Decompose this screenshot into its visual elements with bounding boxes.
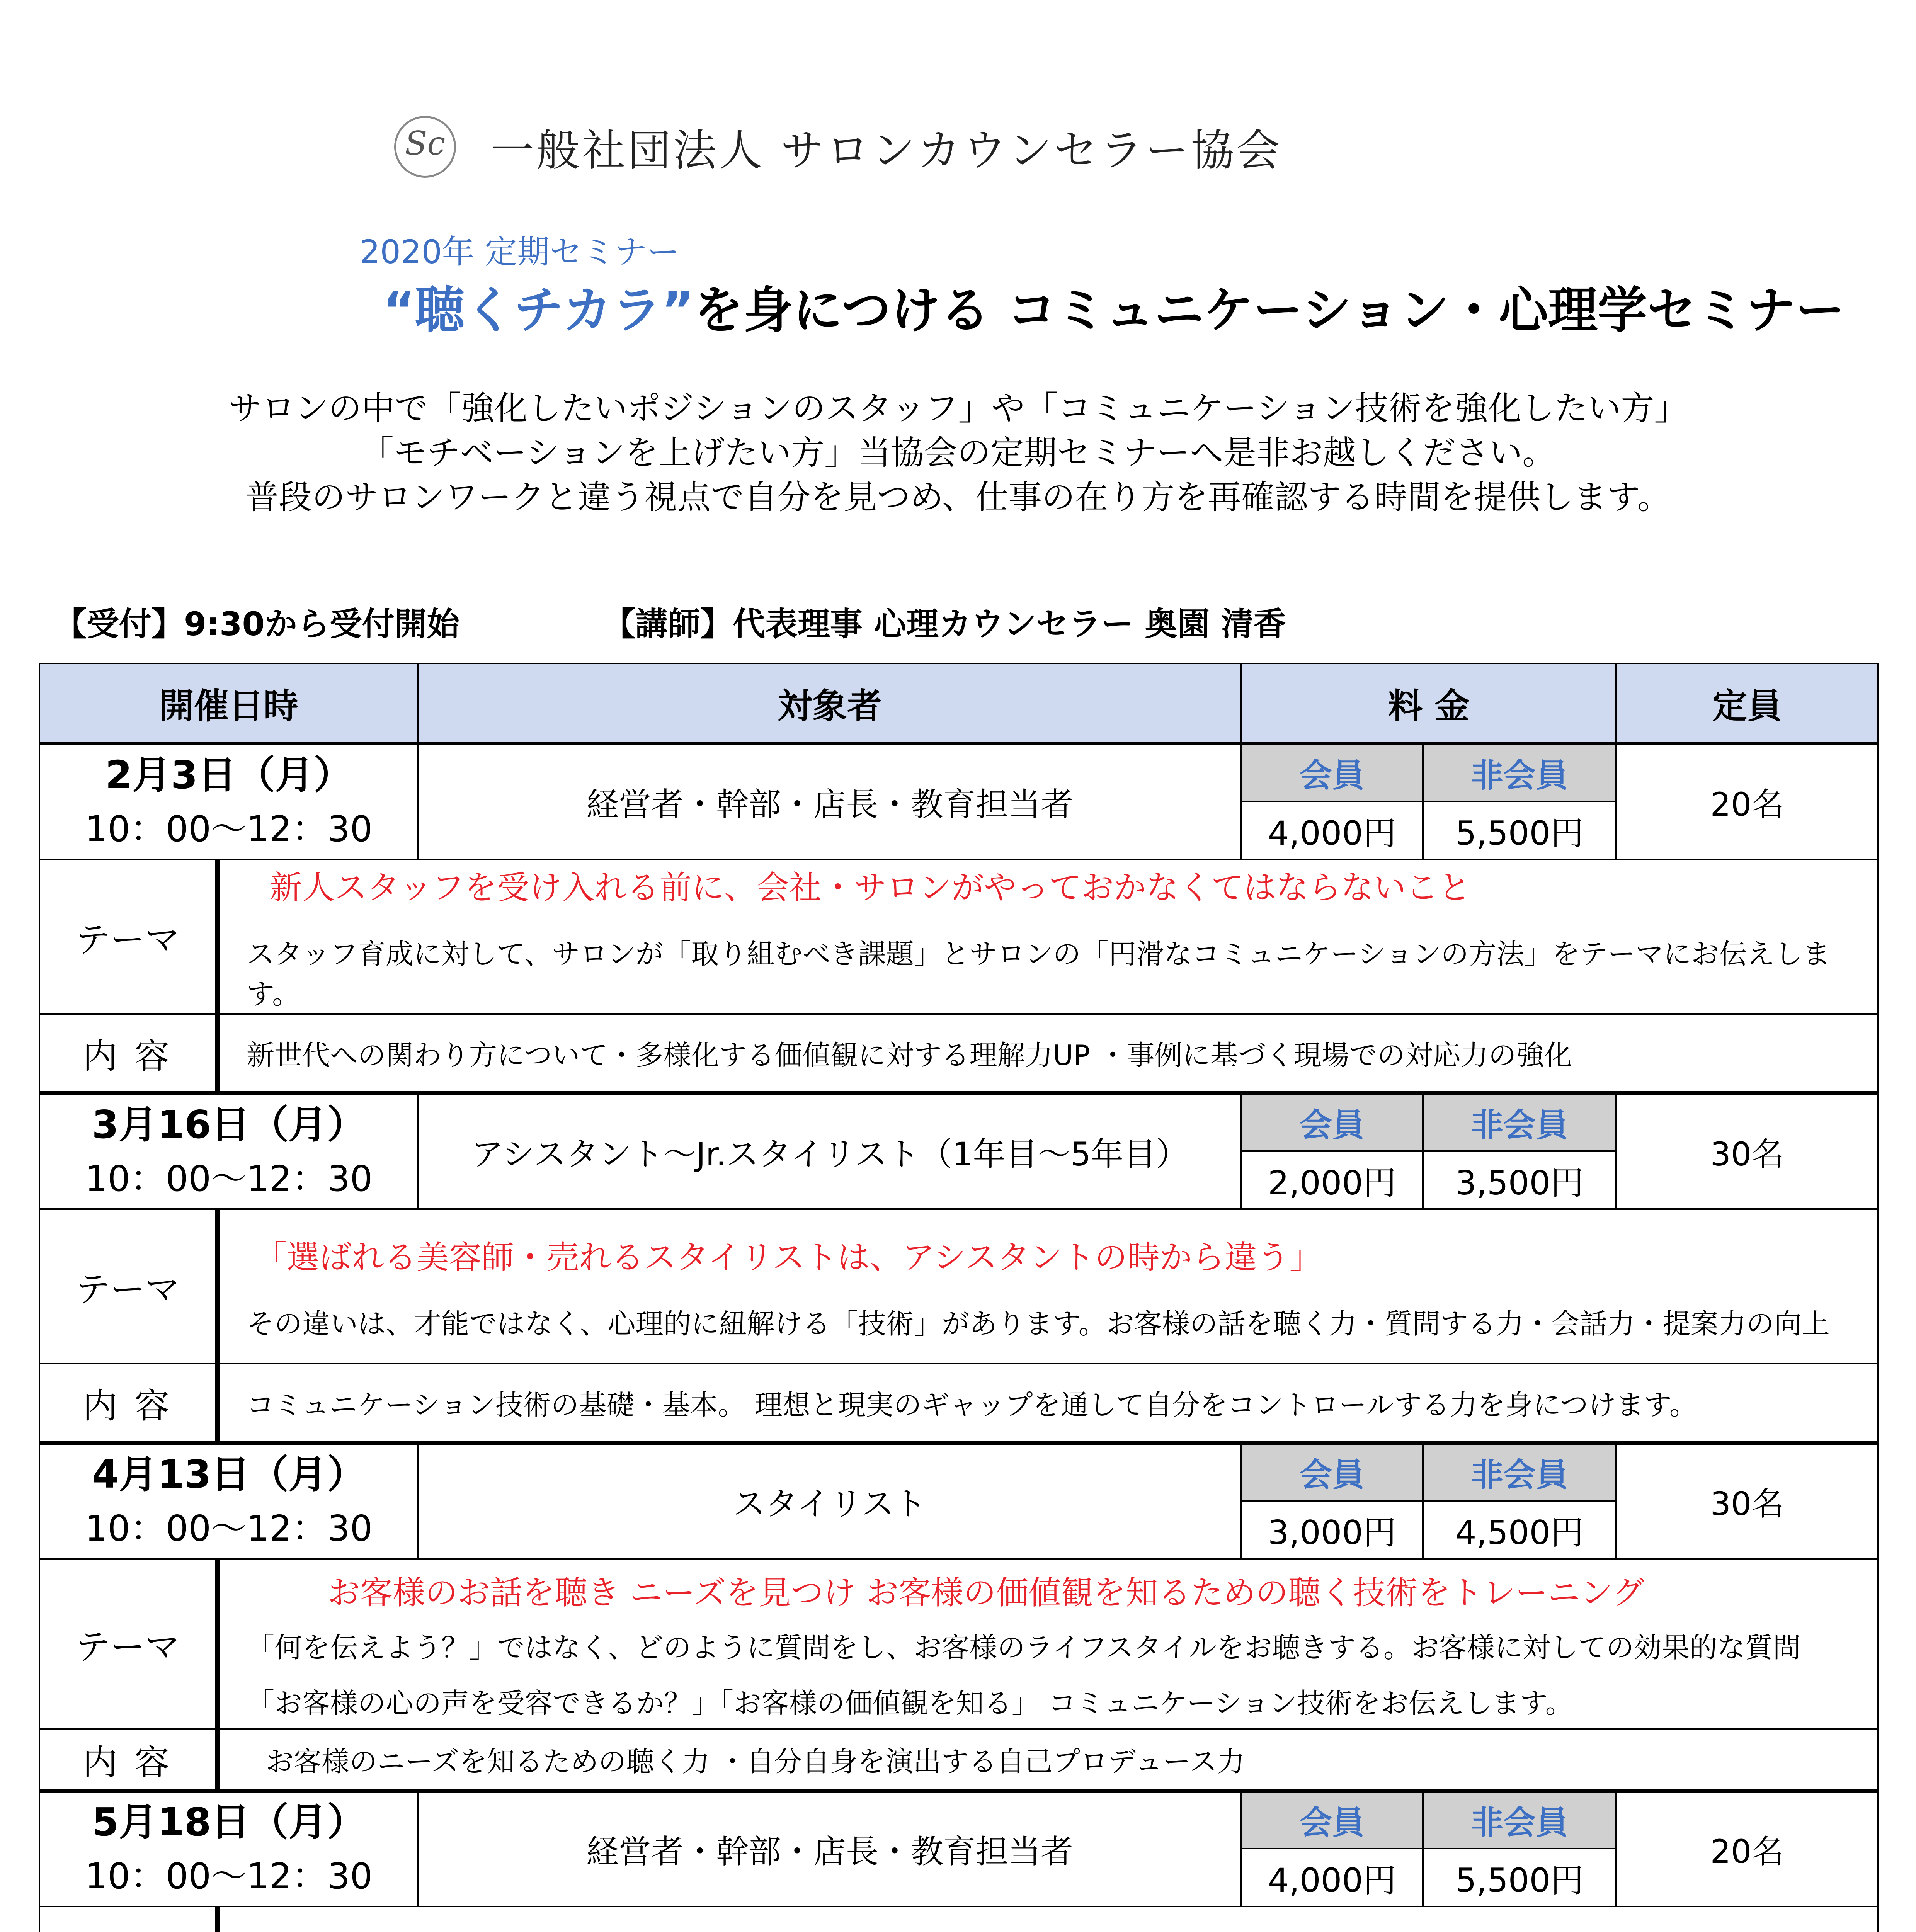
- session-target: アシスタント～Jr.スタイリスト（1年目～5年目）: [418, 1093, 1241, 1209]
- theme-line: 「何を伝えよう？」ではなく、どのように質問をし、お客様のライフスタイルをお聴きする。お客様に対しての効果的な質問: [247, 1631, 1801, 1664]
- session-capacity: 20名: [1616, 1791, 1878, 1906]
- theme-line: その違いは、才能ではなく、心理的に紐解ける「技術」があります。お客様の話を聴く力・質問する力・会話力・提案力の向上: [247, 1307, 1830, 1340]
- intro-line-3: 普段のサロンワークと違う視点で自分を見つめ、仕事の在り方を再確認する時間を提供します。: [245, 478, 1671, 517]
- nonmember-label: 非会員: [1423, 1093, 1616, 1151]
- title-quoted: “聴くチカラ”: [383, 282, 694, 339]
- theme-cell: [217, 859, 1878, 1014]
- theme-title: 新人スタッフを受け入れる前に、会社・サロンがやっておかなくてはならないこと: [270, 868, 1471, 906]
- content-line: コミュニケーション技術の基礎・基本。 理想と現実のギャップを通して自分をコントロールする力を身につけます。: [217, 1364, 1878, 1443]
- session-target: スタイリスト: [418, 1443, 1241, 1559]
- member-label: 会員: [1241, 1093, 1423, 1151]
- member-fee: 3,000円: [1241, 1501, 1423, 1559]
- session-target: 経営者・幹部・店長・教育担当者: [418, 743, 1241, 859]
- member-fee: 4,000円: [1241, 801, 1423, 859]
- session-row: [39, 1791, 1878, 1849]
- content-label: 内 容: [39, 1014, 217, 1093]
- theme-row: [39, 859, 1878, 1014]
- nonmember-label: 非会員: [1423, 1443, 1616, 1501]
- session-time: 10：00～12：30: [85, 1507, 373, 1549]
- session-date-cell: [39, 743, 418, 859]
- title-rest: を身につける コミュニケーション・心理学セミナー: [694, 282, 1845, 339]
- session-date-cell: [39, 1791, 418, 1906]
- header-date: 開催日時: [39, 663, 418, 743]
- content-line: 新世代への関わり方について・多様化する価値観に対する理解力UP ・事例に基づく現場での対応力の強化: [217, 1014, 1878, 1093]
- theme-line: スタッフ育成に対して、サロンが「取り組むべき課題」とサロンの「円滑なコミュニケーションの方法」をテーマにお伝えします。: [247, 937, 1831, 1010]
- theme-row: [39, 1559, 1878, 1729]
- member-label: 会員: [1241, 1791, 1423, 1849]
- session-capacity: 30名: [1616, 1443, 1878, 1559]
- content-row: [39, 1364, 1878, 1443]
- member-label: 会員: [1241, 1443, 1423, 1501]
- session-date-cell: [39, 1443, 418, 1559]
- member-fee: 2,000円: [1241, 1151, 1423, 1209]
- logo-text: Sc: [405, 124, 446, 162]
- content-row: [39, 1729, 1878, 1791]
- nonmember-fee: 5,500円: [1423, 801, 1616, 859]
- intro-line-2: 「モチベーションを上げたい方」当協会の定期セミナーへ是非お越しください。: [360, 434, 1556, 472]
- theme-cell: [217, 1209, 1878, 1364]
- session-row: [39, 743, 1878, 801]
- schedule-table: [39, 663, 1879, 1932]
- session-date: 2月3日（月）: [105, 752, 352, 798]
- reception-info: 【受付】9:30から受付開始: [54, 605, 459, 643]
- theme-title: お客様のお話を聴き ニーズを見つけ お客様の価値観を知るための聴く技術をトレーニング: [328, 1573, 1645, 1612]
- page-title: [383, 270, 1845, 342]
- theme-label: [39, 1906, 217, 1932]
- session-time: 10：00～12：30: [85, 1158, 373, 1199]
- theme-title: 「選ばれる美容師・売れるスタイリストは、アシスタントの時から違う」: [254, 1238, 1322, 1276]
- theme-label: テーマ: [39, 859, 217, 1014]
- header-capacity: 定員: [1616, 663, 1878, 743]
- instructor-info: 【講師】代表理事 心理カウンセラー 奥園 清香: [603, 605, 1286, 643]
- session-capacity: 30名: [1616, 1093, 1878, 1209]
- session-time: 10：00～12：30: [85, 808, 373, 850]
- content-row: [39, 1014, 1878, 1093]
- theme-cell: [217, 1559, 1878, 1729]
- content-line: お客様のニーズを知るための聴く力 ・自分自身を演出する自己プロデュース力: [217, 1729, 1878, 1791]
- member-fee: 4,000円: [1241, 1849, 1423, 1906]
- session-row: [39, 1093, 1878, 1151]
- content-label: 内 容: [39, 1729, 217, 1791]
- header-fee: 料 金: [1241, 663, 1616, 743]
- table-header-row: [39, 663, 1878, 743]
- theme-row: [39, 1209, 1878, 1364]
- nonmember-fee: 4,500円: [1423, 1501, 1616, 1559]
- session-date-cell: [39, 1093, 418, 1209]
- nonmember-label: 非会員: [1423, 743, 1616, 801]
- content-label: 内 容: [39, 1364, 217, 1443]
- theme-line: 「お客様の心の声を受容できるか？」「お客様の価値観を知る」 コミュニケーション技術をお伝えします。: [247, 1687, 1573, 1719]
- session-target: 経営者・幹部・店長・教育担当者: [418, 1791, 1241, 1906]
- theme-title: [220, 1925, 1877, 1932]
- session-time: 10：00～12：30: [85, 1855, 373, 1897]
- nonmember-fee: 5,500円: [1423, 1849, 1616, 1906]
- session-capacity: 20名: [1616, 743, 1878, 859]
- session-row: [39, 1443, 1878, 1501]
- seminar-subtitle: 2020年 定期セミナー: [359, 233, 680, 271]
- member-label: 会員: [1241, 743, 1423, 801]
- session-date: 3月16日（月）: [92, 1102, 366, 1147]
- nonmember-label: 非会員: [1423, 1791, 1616, 1849]
- theme-label: テーマ: [39, 1559, 217, 1729]
- session-date: 5月18日（月）: [92, 1799, 366, 1845]
- header-target: 対象者: [418, 663, 1241, 743]
- theme-row: [39, 1906, 1878, 1932]
- nonmember-fee: 3,500円: [1423, 1151, 1616, 1209]
- theme-label: テーマ: [39, 1209, 217, 1364]
- organization-name: 一般社団法人 サロンカウンセラー協会: [491, 126, 1282, 176]
- intro-line-1: サロンの中で「強化したいポジションのスタッフ」や「コミュニケーション技術を強化したい方」: [228, 389, 1688, 428]
- session-date: 4月13日（月）: [92, 1451, 366, 1497]
- theme-cell: [217, 1906, 1878, 1932]
